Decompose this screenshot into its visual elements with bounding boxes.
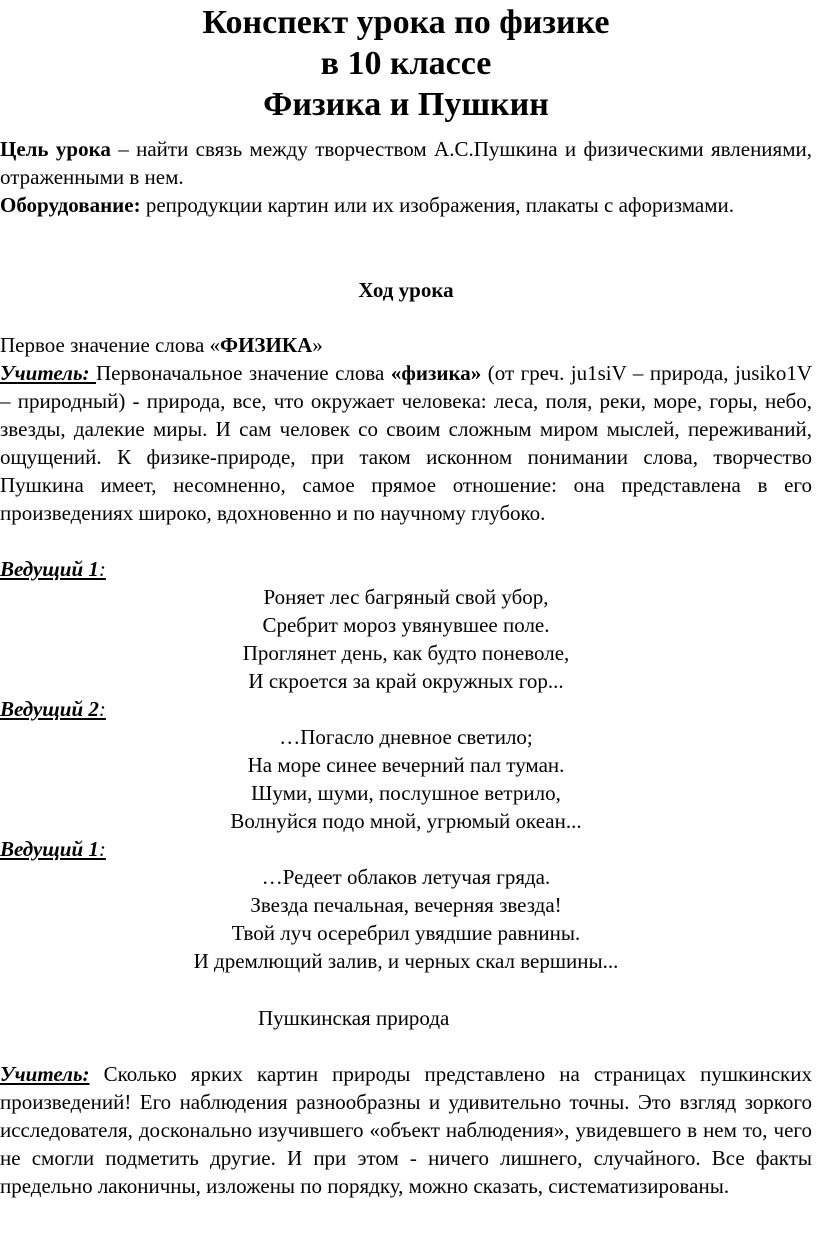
poem-line: И дремлющий залив, и черных скал вершины... [193, 949, 619, 973]
title-line-3: Физика и Пушкин [263, 86, 549, 123]
physics-word: «физика» [390, 361, 482, 385]
poem-line: …Редеет облаков летучая гряда. [261, 865, 551, 889]
title-line-1: Конспект урока по физике [202, 4, 610, 41]
first-meaning-word: ФИЗИКА [220, 333, 313, 357]
teacher-paragraph-2 [0, 1060, 812, 1200]
title-line-2: в 10 классе [320, 45, 492, 82]
leader-2-label [0, 695, 812, 723]
poem-line: Шуми, шуми, послушное ветрило, [251, 781, 561, 805]
poem-line: Твой луч осеребрил увядшие равнины. [231, 921, 581, 945]
leader-colon: : [98, 697, 106, 721]
equipment-paragraph [0, 191, 812, 219]
poem-line: Проглянет день, как будто поневоле, [242, 641, 570, 665]
leader-3-label [0, 835, 812, 863]
teacher-paragraph-1 [0, 359, 812, 527]
leader-colon: : [98, 837, 106, 861]
goal-label: Цель урока [0, 137, 111, 161]
leader-1-label [0, 555, 812, 583]
equipment-text: репродукции картин или их изображения, плакаты с афоризмами. [140, 193, 734, 217]
goal-paragraph [0, 135, 812, 191]
teacher-text-b: (от греч. ju1siV – природа, jusiko1V – природный) - природа, все, что окружает человека: леса, поля, реки, море, горы, небо, звезды, далекие миры. И сам человек со своим сложным миром мыслей, переживаний, ощущений. К физике-природе, при таком исконном понимании слова, творчество Пушкина имеет, несомненно, самое прямое отношение: она представлена в его произведениях широко, вдохновенно и по научному глубоко. [0, 361, 812, 525]
lesson-heading: Ход урока [358, 278, 454, 302]
poem-line: И скроется за край окружных гор... [248, 669, 564, 693]
poem-line: Сребрит мороз увянувшее поле. [262, 613, 550, 637]
first-meaning-prefix: Первое значение слова « [0, 333, 221, 357]
teacher-text-a: Первоначальное значение слова [96, 361, 391, 385]
poem-2 [0, 723, 812, 835]
poem-line: Волнуйся подо мной, угрюмый океан... [230, 809, 582, 833]
poem-line: Звезда печальная, вечерняя звезда! [250, 893, 562, 917]
equipment-label: Оборудование: [0, 193, 141, 217]
poem-line: На море синее вечерний пал туман. [247, 753, 565, 777]
leader-label: Ведущий 1 [0, 557, 99, 581]
leader-label: Ведущий 2 [0, 697, 99, 721]
first-meaning-line [0, 331, 812, 359]
teacher-text: Сколько ярких картин природы представлено на страницах пушкинских произведений! Его наблюдения разнообразны и удивительно точны. Это взгляд зоркого исследователя, досконально изучившего «объект наблюдения», увидевшего в нем то, чего не смогли подметить другие. И при этом - ничего лишнего, случайного. Все факты предельно лаконичны, изложены по порядку, можно сказать, систематизированы. [0, 1062, 812, 1198]
teacher-label: Учитель: [0, 1062, 90, 1086]
section-heading: Пушкинская природа [258, 1006, 450, 1030]
leader-colon: : [98, 557, 106, 581]
poem-1 [0, 583, 812, 695]
poem-line: …Погасло дневное светило; [279, 725, 533, 749]
first-meaning-suffix: » [312, 333, 323, 357]
leader-label: Ведущий 1 [0, 837, 99, 861]
teacher-label: Учитель: [0, 361, 97, 385]
poem-3 [0, 863, 812, 975]
document-title [0, 0, 812, 125]
poem-line: Роняет лес багряный свой убор, [263, 585, 549, 609]
goal-text: – найти связь между творчеством А.С.Пушкина и физическими явлениями, отраженными в нем. [0, 137, 812, 189]
